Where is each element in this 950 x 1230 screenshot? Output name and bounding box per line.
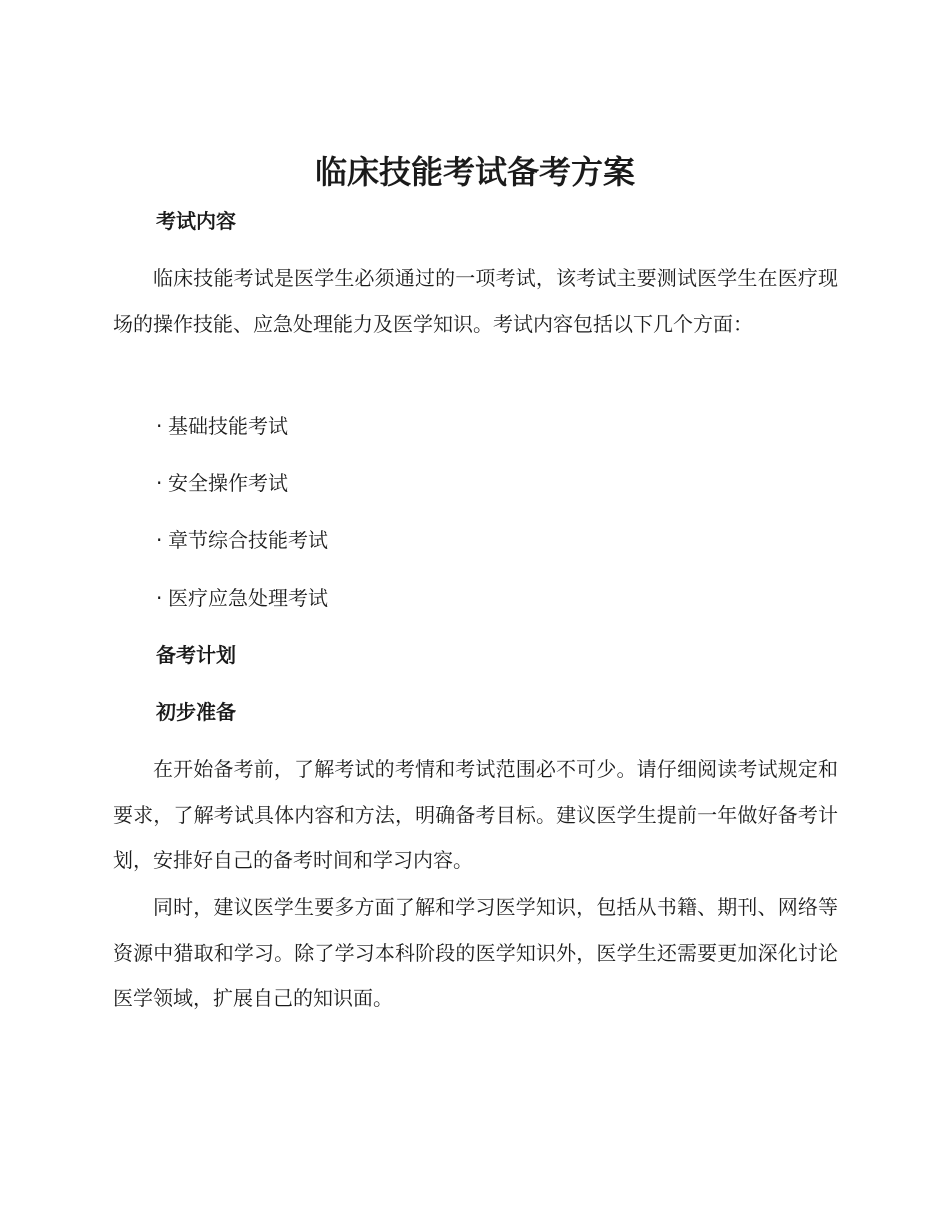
- subheading-preparation: 初步准备: [156, 700, 236, 724]
- list-item: [156, 584, 328, 612]
- paragraph-exam-intro: 临床技能考试是医学生必须通过的一项考试，该考试主要测试医学生在医疗现场的操作技能、应急处理能力及医学知识。考试内容包括以下几个方面：: [113, 266, 838, 336]
- list-item: [156, 469, 288, 497]
- list-item-label: 医疗应急处理考试: [168, 586, 328, 610]
- list-item-label: 基础技能考试: [168, 414, 288, 438]
- section-heading-exam-content: 考试内容: [156, 209, 236, 233]
- list-item-label: 安全操作考试: [168, 471, 288, 495]
- bullet-marker: ·: [156, 586, 163, 610]
- paragraph-preparation: 在开始备考前，了解考试的考情和考试范围必不可少。请仔细阅读考试规定和要求，了解考试具体内容和方法，明确备考目标。建议医学生提前一年做好备考计划，安排好自己的备考时间和学习内容。: [113, 757, 838, 872]
- section-heading-study-plan: 备考计划: [156, 643, 236, 667]
- list-item-label: 章节综合技能考试: [168, 528, 328, 552]
- bullet-marker: ·: [156, 528, 163, 552]
- list-item: [156, 526, 328, 554]
- document-title: 临床技能考试备考方案: [314, 153, 635, 191]
- paragraph-knowledge: 同时，建议医学生要多方面了解和学习医学知识，包括从书籍、期刊、网络等资源中猎取和学习。除了学习本科阶段的医学知识外，医学生还需要更加深化讨论医学领域，扩展自己的知识面。: [113, 895, 838, 1010]
- bullet-marker: ·: [156, 414, 163, 438]
- bullet-marker: ·: [156, 471, 163, 495]
- list-item: [156, 412, 288, 440]
